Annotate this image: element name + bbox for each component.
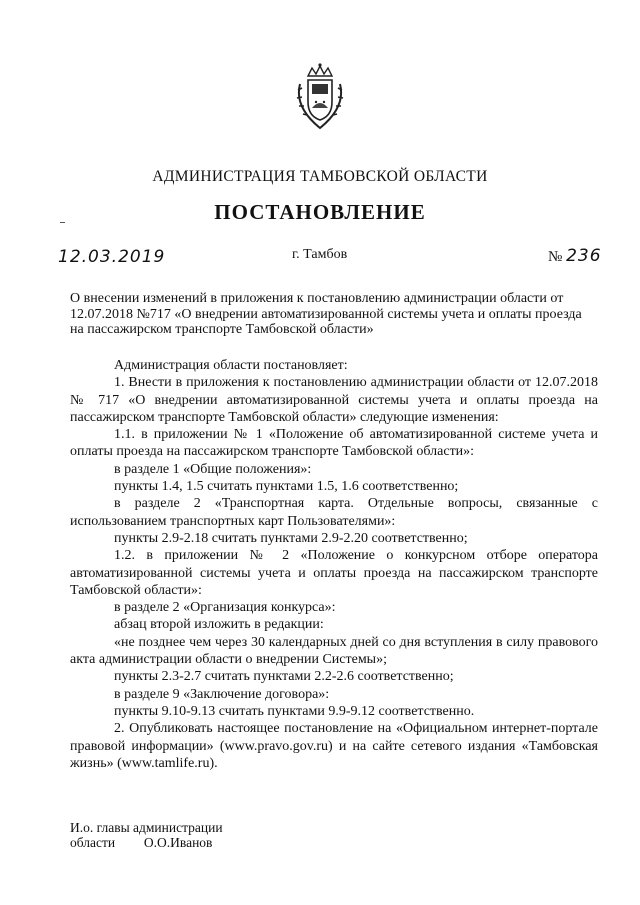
paragraph-1-2: 1.2. в приложении № 2 «Положение о конкурсном отборе оператора автоматизированной системы учета и оплаты проезда на пассажирском транспорте Тамбовской области»: (70, 548, 598, 598)
signatory-name: О.О.Иванов (143, 835, 213, 850)
document-type-title: ПОСТАНОВЛЕНИЕ (214, 200, 426, 224)
paragraph-1: 1. Внести в приложения к постановлению администрации области от 12.07.2018 № 717 «О внедрении автоматизированной системы учета и оплаты проезда на пассажирском транспорте Тамбовской области» следующие изменения: (70, 375, 598, 425)
number-value: 236 (566, 246, 602, 266)
document-subject: О внесении изменений в приложения к постановлению администрации области от 12.07.2018 №717 «О внедрении автоматизированной системы учета и оплаты проезда на пассажирском транспорте Тамбовской области» (70, 291, 582, 337)
document-date: 12.03.2019 (58, 247, 166, 267)
number-prefix: № (548, 249, 563, 265)
document-body (70, 357, 598, 772)
signature-region: области (70, 835, 116, 850)
paragraph-1-2-a: в разделе 2 «Организация конкурса»: (114, 600, 336, 616)
paragraph-1-1-b: пункты 1.4, 1.5 считать пунктами 1.5, 1.6 соответственно; (114, 479, 459, 495)
paragraph-1-2-c: «не позднее чем через 30 календарных дней со дня вступления в силу правового акта администрации области о внедрении Системы»; (70, 634, 598, 668)
paragraph-2: 2. Опубликовать настоящее постановление на «Официальном интернет-портале правовой информации» (www.pravo.gov.ru) и на сайте сетевого издания «Тамбовская жизнь» (www.tamlife.ru). (70, 721, 598, 771)
paragraph-1-1-c: в разделе 2 «Транспортная карта. Отдельные вопросы, связанные с использованием транспортных карт Пользователями»: (70, 496, 598, 529)
paragraph-1-2-b: абзац второй изложить в редакции: (114, 617, 324, 633)
signature-block (70, 820, 223, 850)
paragraph-1-1: 1.1. в приложении № 1 «Положение об автоматизированной системе учета и оплаты проезда на пассажирском транспорте Тамбовской области»: (70, 427, 598, 460)
coat-of-arms-emblem (290, 62, 350, 132)
paragraph-1-2-e: в разделе 9 «Заключение договора»: (114, 686, 330, 702)
paragraph-1-1-d: пункты 2.9-2.18 считать пунктами 2.9-2.20 соответственно; (114, 530, 468, 546)
paragraph-1-2-f: пункты 9.10-9.13 считать пунктами 9.9-9.12 соответственно. (114, 703, 475, 719)
signature-title-line-2 (70, 835, 223, 850)
signature-title-line-1: И.о. главы администрации (70, 820, 223, 835)
paragraph-1-2-d: пункты 2.3-2.7 считать пунктами 2.2-2.6 соответственно; (114, 669, 454, 685)
body-intro: Администрация области постановляет: (114, 358, 348, 373)
margin-mark (60, 222, 65, 223)
paragraph-1-1-a: в разделе 1 «Общие положения»: (114, 461, 312, 477)
document-number (548, 246, 602, 266)
document-city: г. Тамбов (292, 247, 348, 262)
organization-name: АДМИНИСТРАЦИЯ ТАМБОВСКОЙ ОБЛАСТИ (152, 168, 488, 185)
